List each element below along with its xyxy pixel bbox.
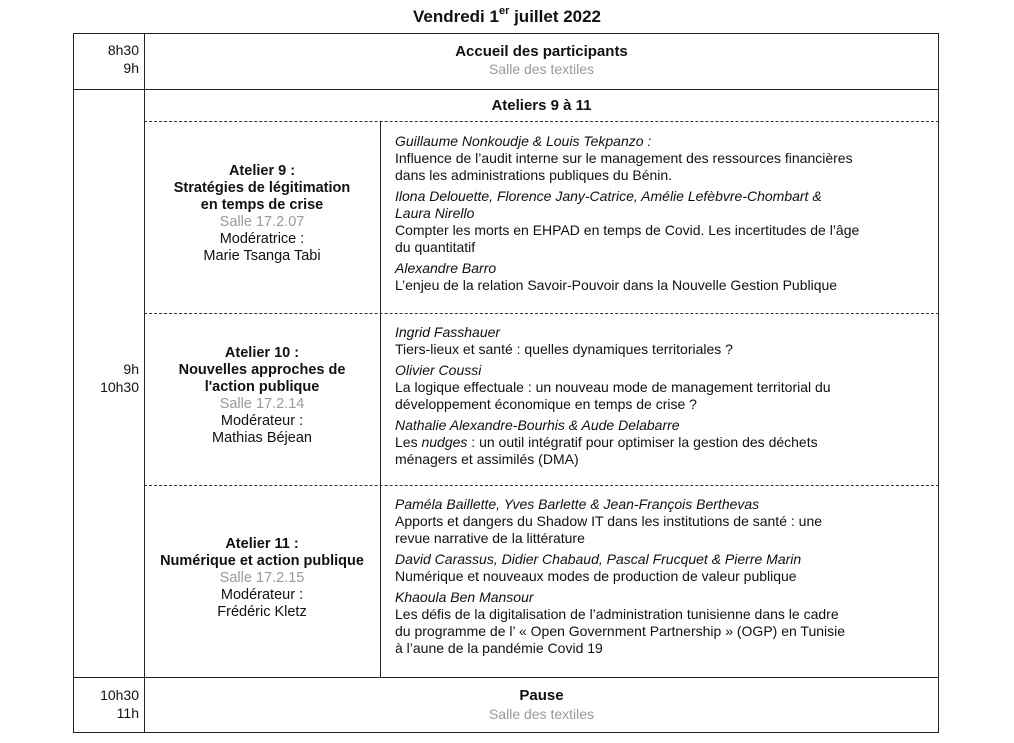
talk-item [395,324,935,358]
workshop-11-talks [395,496,935,661]
workshop-9 [144,163,380,265]
talk-title: dans les administrations publiques du Bénin. [395,167,673,183]
talk-title: du programme de l’ « Open Government Partnership » (OGP) en Tunisie [395,623,846,639]
talk-authors: Nathalie Alexandre-Bourhis & Aude Delabarre [395,417,680,433]
talk-item [395,260,935,294]
moderator-name: Mathias Béjean [212,430,312,446]
talk-authors: Khaoula Ben Mansour [395,589,534,605]
talk-authors: Paméla Baillette, Yves Barlette & Jean-François Berthevas [395,496,760,512]
talk-item [395,589,935,657]
talk-title: L’enjeu de la relation Savoir-Pouvoir dans la Nouvelle Gestion Publique [395,277,838,293]
welcome-time [73,41,139,77]
workshop-room: Salle 17.2.15 [219,570,305,586]
talk-title: ménagers et assimilés (DMA) [395,451,579,467]
time-start: 9h [123,361,139,377]
row-divider [73,89,939,90]
workshop-room: Salle 17.2.14 [219,396,305,412]
workshop-theme: Numérique et action publique [160,553,364,569]
talk-title: Influence de l’audit interne sur le management des ressources financières [395,150,853,166]
time-end: 10h30 [100,379,139,395]
talk-title: Apports et dangers du Shadow IT dans les institutions de santé : une [395,513,823,529]
workshop-9-talks [395,133,935,298]
title-prefix: Vendredi 1 [412,7,499,26]
pause-time [73,686,139,722]
talk-authors: Olivier Coussi [395,362,482,378]
talk-item [395,496,935,547]
workshop-divider [144,485,939,486]
pause-title: Pause [519,687,564,704]
workshop-room: Salle 17.2.07 [219,214,305,230]
moderator-label: Modérateur : [220,587,304,603]
time-start: 8h30 [107,42,139,58]
workshop-theme: Stratégies de légitimation [173,180,351,196]
time-start: 10h30 [100,687,139,703]
welcome-title: Accueil des participants [455,43,628,60]
workshops-title: Ateliers 9 à 11 [491,97,592,114]
row-divider [73,677,939,678]
talk-authors: Ingrid Fasshauer [395,324,501,340]
talk-title [395,434,935,451]
talk-title: Compter les morts en EHPAD en temps de Covid. Les incertitudes de l’âge [395,222,860,238]
talk-title: Numérique et nouveaux modes de production de valeur publique [395,568,797,584]
title-superscript: er [498,5,510,18]
workshop-theme: en temps de crise [200,197,324,213]
talk-title-prefix: Les [395,434,422,450]
talk-title: Les défis de la digitalisation de l’administration tunisienne dans le cadre [395,606,839,622]
workshop-theme: Nouvelles approches de [178,362,346,378]
workshop-name: Atelier 9 : [228,163,296,179]
talk-title: revue narrative de la littérature [395,530,585,546]
workshop-divider [144,313,939,314]
workshop-11 [144,536,380,621]
talk-authors: David Carassus, Didier Chabaud, Pascal Frucquet & Pierre Marin [395,551,802,567]
talk-item [395,188,935,256]
time-end: 11h [116,705,139,721]
workshop-divider [144,121,939,122]
talk-title: à l’aune de la pandémie Covid 19 [395,640,603,656]
talk-title-italic: nudges [421,434,468,450]
talk-title-rest: : un outil intégratif pour optimiser la gestion des déchets [467,434,818,450]
talk-title: développement économique en temps de crise ? [395,396,697,412]
title-suffix: juillet 2022 [509,7,602,26]
talk-item [395,133,935,184]
talk-authors: Laura Nirello [395,205,475,221]
time-end: 9h [123,60,139,76]
moderator-label: Modérateur : [220,413,304,429]
workshops-time [73,360,139,396]
welcome-room: Salle des textiles [488,61,595,77]
talk-item [395,551,935,585]
page-title [0,6,1014,28]
moderator-label: Modératrice : [219,231,305,247]
workshop-10 [144,345,380,447]
talk-authors: Ilona Delouette, Florence Jany-Catrice, Amélie Lefèbvre-Chombart & [395,188,822,204]
talk-title: La logique effectuale : un nouveau mode de management territorial du [395,379,831,395]
talk-authors: Guillaume Nonkoudje & Louis Tekpanzo : [395,133,652,149]
workshop-10-talks [395,324,935,472]
workshop-name: Atelier 10 : [224,345,300,361]
moderator-name: Frédéric Kletz [217,604,307,620]
talk-item [395,417,935,468]
column-divider [380,121,381,677]
workshop-theme: l'action publique [204,379,320,395]
pause-room: Salle des textiles [488,706,595,722]
talk-authors: Alexandre Barro [395,260,497,276]
talk-item [395,362,935,413]
talk-title: Tiers-lieux et santé : quelles dynamiques territoriales ? [395,341,733,357]
moderator-name: Marie Tsanga Tabi [203,248,321,264]
workshop-name: Atelier 11 : [225,536,299,552]
talk-title: du quantitatif [395,239,476,255]
